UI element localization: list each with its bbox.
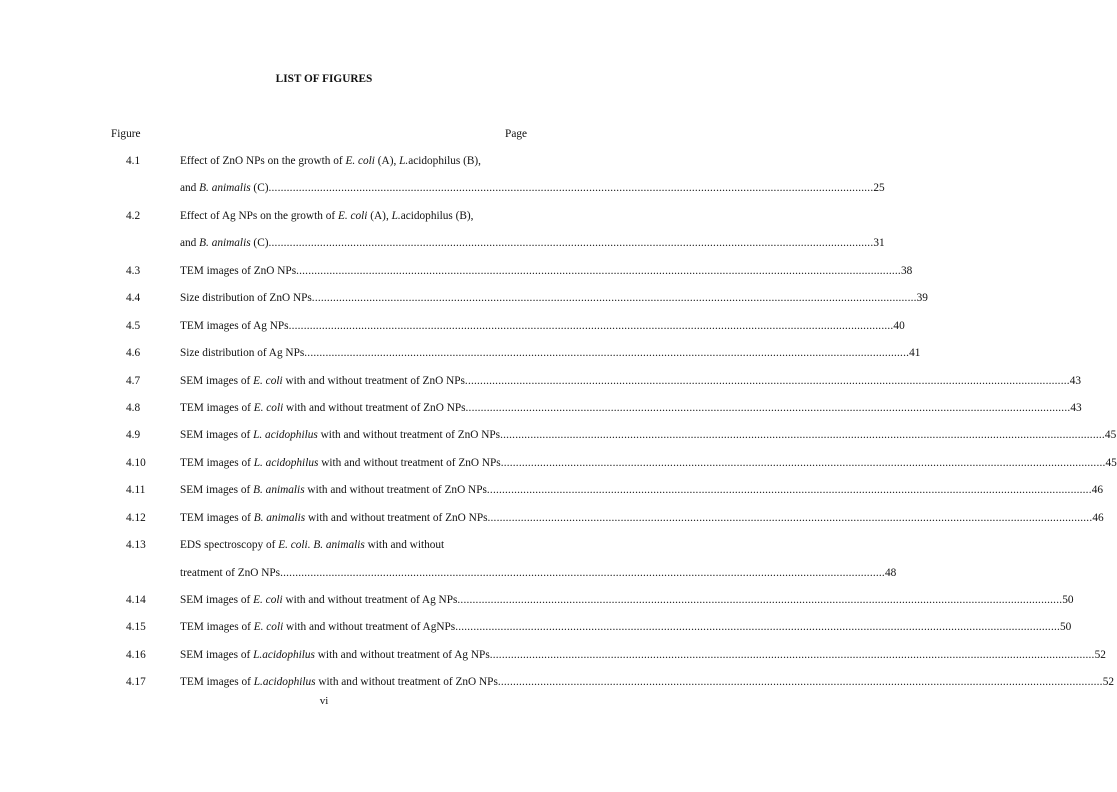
caption-segment: and bbox=[180, 237, 200, 250]
entry-caption bbox=[180, 673, 498, 691]
species-name: L.acidophilus bbox=[253, 648, 315, 661]
list-item[interactable] bbox=[0, 262, 913, 289]
figure-number: 4.8 bbox=[126, 401, 141, 414]
page-ref: 50 bbox=[1062, 594, 1074, 606]
entry-caption bbox=[180, 454, 501, 472]
list-item[interactable] bbox=[0, 207, 885, 262]
entry-text bbox=[180, 179, 885, 197]
page-number: vi bbox=[319, 695, 329, 707]
entry-caption bbox=[180, 179, 269, 197]
caption-segment: with and without treatment of ZnO NPs bbox=[315, 676, 498, 689]
caption-segment: acidophilus (B), bbox=[400, 209, 474, 222]
entry-line bbox=[0, 591, 1074, 618]
dot-leader: ........................................................................................................................................................................................................ bbox=[500, 429, 1105, 442]
caption-segment: with and without treatment of ZnO NPs bbox=[283, 401, 466, 414]
caption-segment: with and without treatment of Ag NPs bbox=[314, 648, 490, 661]
entry-line bbox=[0, 646, 1106, 673]
caption-segment: TEM images of bbox=[180, 511, 254, 524]
caption-segment: SEM images of bbox=[180, 484, 254, 497]
page-ref: 31 bbox=[873, 237, 885, 250]
dot-leader: ........................................................................................................................................................................................................ bbox=[268, 182, 874, 195]
caption-segment: with and without treatment of ZnO NPs bbox=[282, 374, 465, 387]
entry-line bbox=[0, 426, 1117, 453]
caption-segment: SEM images of bbox=[180, 429, 254, 442]
entry-caption bbox=[180, 618, 455, 636]
dot-leader: ........................................................................................................................................................................................................ bbox=[464, 374, 1070, 387]
entry-caption bbox=[180, 344, 304, 362]
page-ref: 25 bbox=[873, 182, 885, 195]
page-column-header: Page bbox=[505, 128, 527, 140]
entry-line bbox=[0, 454, 1117, 481]
dot-leader: ........................................................................................................................................................................................................ bbox=[500, 456, 1106, 469]
caption-segment: acidophilus (B), bbox=[408, 155, 482, 167]
caption-segment: (A), bbox=[374, 155, 400, 167]
entry-caption bbox=[180, 564, 280, 582]
species-name: E. coli bbox=[253, 401, 284, 414]
page-ref: 43 bbox=[1069, 374, 1082, 387]
caption-segment: SEM images of bbox=[180, 648, 254, 661]
list-item[interactable] bbox=[0, 399, 1082, 426]
dot-leader: ........................................................................................................................................................................................................ bbox=[304, 347, 910, 360]
entry-line bbox=[0, 399, 1082, 426]
entry-line bbox=[0, 152, 612, 179]
caption-segment: Size distribution of ZnO NPs bbox=[180, 292, 312, 305]
entry-caption bbox=[180, 372, 465, 390]
entry-line bbox=[0, 481, 1104, 508]
entry-caption bbox=[180, 591, 457, 609]
figure-number: 4.15 bbox=[126, 621, 146, 634]
entry-caption bbox=[180, 399, 466, 417]
entry-line bbox=[0, 262, 913, 289]
species-name: E. coli bbox=[345, 155, 375, 167]
species-name: E. coli bbox=[253, 594, 283, 606]
dot-leader: ........................................................................................................................................................................................................ bbox=[296, 264, 901, 277]
entry-line bbox=[0, 317, 905, 344]
list-item[interactable] bbox=[0, 372, 1082, 399]
page-ref: 39 bbox=[916, 292, 928, 305]
page-ref: 40 bbox=[893, 319, 905, 332]
list-item[interactable] bbox=[0, 289, 928, 316]
entry-text bbox=[180, 646, 1106, 664]
list-item[interactable] bbox=[0, 454, 1117, 481]
species-name: E. coli bbox=[337, 209, 368, 222]
page-ref: 41 bbox=[909, 347, 921, 360]
entry-caption bbox=[180, 536, 444, 554]
entry-line bbox=[0, 618, 1072, 645]
entry-caption bbox=[180, 289, 312, 307]
entry-text bbox=[180, 673, 1114, 691]
entry-text bbox=[180, 564, 897, 582]
species-name: L. bbox=[399, 155, 409, 167]
entry-text bbox=[180, 207, 527, 225]
entry-text bbox=[180, 289, 928, 307]
list-item[interactable] bbox=[0, 509, 1104, 536]
entry-caption bbox=[180, 509, 488, 527]
caption-segment: with and without treatment of AgNPs bbox=[283, 621, 456, 634]
entry-line bbox=[0, 207, 612, 234]
entry-line bbox=[0, 509, 1104, 536]
caption-segment: treatment of ZnO NPs bbox=[180, 566, 281, 579]
figure-number: 4.16 bbox=[126, 648, 146, 661]
page-ref: 52 bbox=[1094, 648, 1106, 661]
entry-caption bbox=[180, 317, 289, 335]
page-ref: 45 bbox=[1105, 456, 1117, 469]
figure-number: 4.9 bbox=[126, 429, 141, 442]
list-item[interactable] bbox=[0, 618, 1072, 645]
list-item[interactable] bbox=[0, 317, 905, 344]
entry-text bbox=[180, 426, 1117, 444]
dot-leader: ........................................................................................................................................................................................................ bbox=[455, 621, 1061, 634]
figure-number: 4.3 bbox=[126, 264, 141, 277]
caption-segment: with and without treatment of ZnO NPs bbox=[305, 511, 488, 524]
page-title: LIST OF FIGURES bbox=[275, 73, 373, 85]
page-ref: 48 bbox=[884, 566, 897, 579]
list-item[interactable] bbox=[0, 646, 1106, 673]
page-ref: 45 bbox=[1104, 429, 1117, 442]
list-item[interactable] bbox=[0, 426, 1117, 453]
list-item[interactable] bbox=[0, 344, 921, 371]
dot-leader: ........................................................................................................................................................................................................ bbox=[486, 484, 1092, 497]
caption-segment: TEM images of bbox=[180, 401, 254, 414]
entry-text bbox=[180, 618, 1072, 636]
entry-text bbox=[180, 454, 1117, 472]
list-item[interactable] bbox=[0, 152, 885, 207]
entry-caption bbox=[180, 152, 481, 170]
caption-segment: with and without treatment of ZnO NPs bbox=[318, 456, 501, 469]
figure-number: 4.14 bbox=[126, 594, 146, 606]
entry-line bbox=[0, 179, 885, 206]
dot-leader: ........................................................................................................................................................................................................ bbox=[497, 676, 1103, 689]
entry-caption bbox=[180, 207, 474, 225]
species-name: E. coli. B. animalis bbox=[278, 539, 365, 552]
entry-line bbox=[0, 372, 1082, 399]
species-name: E. coli bbox=[253, 374, 283, 387]
caption-segment: TEM images of Ag NPs bbox=[180, 319, 289, 332]
species-name: L.acidophilus bbox=[253, 676, 316, 689]
entry-caption bbox=[180, 426, 500, 444]
page-ref: 46 bbox=[1092, 511, 1104, 524]
caption-segment: Size distribution of Ag NPs bbox=[180, 347, 305, 360]
page-ref: 46 bbox=[1091, 484, 1104, 497]
entry-line bbox=[0, 289, 928, 316]
entry-line bbox=[0, 564, 897, 591]
figure-list bbox=[0, 152, 1117, 701]
caption-segment: with and without treatment of ZnO NPs bbox=[317, 429, 501, 442]
caption-segment: with and without treatment of ZnO NPs bbox=[304, 484, 487, 497]
species-name: L. acidophilus bbox=[253, 456, 319, 469]
entry-text bbox=[180, 591, 1074, 609]
entry-line bbox=[0, 234, 885, 261]
entry-text bbox=[180, 234, 885, 252]
page-ref: 52 bbox=[1102, 676, 1114, 689]
figure-number: 4.10 bbox=[126, 456, 146, 469]
figure-number: 4.7 bbox=[126, 374, 141, 387]
caption-segment: TEM images of bbox=[180, 456, 254, 469]
caption-segment: TEM images of ZnO NPs bbox=[180, 264, 297, 277]
figure-number: 4.4 bbox=[126, 292, 141, 305]
caption-segment: (C) bbox=[250, 237, 269, 250]
dot-leader: ........................................................................................................................................................................................................ bbox=[465, 401, 1071, 414]
dot-leader: ........................................................................................................................................................................................................ bbox=[268, 237, 874, 250]
figure-number: 4.11 bbox=[126, 484, 146, 497]
figure-number: 4.5 bbox=[126, 319, 141, 332]
page-ref: 43 bbox=[1070, 401, 1082, 414]
page-ref: 38 bbox=[900, 264, 913, 277]
list-item[interactable] bbox=[0, 536, 897, 591]
entry-line bbox=[0, 344, 921, 371]
species-name: L. bbox=[391, 209, 401, 222]
caption-segment: SEM images of bbox=[180, 594, 254, 606]
figure-column-header: Figure bbox=[111, 128, 141, 140]
figure-number: 4.17 bbox=[126, 676, 146, 689]
dot-leader: ........................................................................................................................................................................................................ bbox=[489, 648, 1095, 661]
caption-segment: (A), bbox=[367, 209, 392, 222]
entry-text bbox=[180, 399, 1082, 417]
figure-number: 4.6 bbox=[126, 347, 141, 360]
entry-caption bbox=[180, 234, 269, 252]
caption-segment: and bbox=[180, 182, 200, 195]
entry-text bbox=[180, 317, 905, 335]
entry-text bbox=[180, 152, 527, 170]
species-name: B. animalis bbox=[253, 511, 306, 524]
page-ref: 50 bbox=[1060, 621, 1072, 634]
figure-number: 4.12 bbox=[126, 511, 146, 524]
dot-leader: ........................................................................................................................................................................................................ bbox=[288, 319, 894, 332]
entry-text bbox=[180, 344, 921, 362]
entry-text bbox=[180, 536, 527, 554]
figure-number: 4.13 bbox=[126, 539, 146, 552]
caption-segment: Effect of Ag NPs on the growth of bbox=[180, 209, 338, 222]
caption-segment: with and without bbox=[364, 539, 445, 552]
species-name: B. animalis bbox=[199, 182, 251, 195]
species-name: E. coli bbox=[253, 621, 284, 634]
entry-caption bbox=[180, 481, 487, 499]
caption-segment: SEM images of bbox=[180, 374, 254, 387]
species-name: L. acidophilus bbox=[253, 429, 318, 442]
entry-caption bbox=[180, 646, 490, 664]
caption-segment: Effect of ZnO NPs on the growth of bbox=[180, 155, 346, 167]
dot-leader: ........................................................................................................................................................................................................ bbox=[311, 292, 917, 305]
caption-segment: (C) bbox=[250, 182, 269, 195]
dot-leader: ........................................................................................................................................................................................................ bbox=[280, 566, 885, 579]
list-item[interactable] bbox=[0, 591, 1074, 618]
entry-text bbox=[180, 509, 1104, 527]
dot-leader: ........................................................................................................................................................................................................ bbox=[487, 511, 1093, 524]
species-name: B. animalis bbox=[253, 484, 305, 497]
entry-text bbox=[180, 262, 913, 280]
caption-segment: TEM images of bbox=[180, 676, 254, 689]
caption-segment: TEM images of bbox=[180, 621, 254, 634]
species-name: B. animalis bbox=[199, 237, 251, 250]
entry-caption bbox=[180, 262, 296, 280]
figure-number: 4.2 bbox=[126, 209, 141, 222]
entry-line bbox=[0, 536, 612, 563]
list-item[interactable] bbox=[0, 481, 1104, 508]
caption-segment: with and without treatment of Ag NPs bbox=[282, 594, 458, 606]
caption-segment: EDS spectroscopy of bbox=[180, 539, 279, 552]
entry-text bbox=[180, 481, 1104, 499]
figure-number: 4.1 bbox=[126, 155, 141, 167]
entry-text bbox=[180, 372, 1082, 390]
dot-leader: ........................................................................................................................................................................................................ bbox=[457, 594, 1063, 606]
